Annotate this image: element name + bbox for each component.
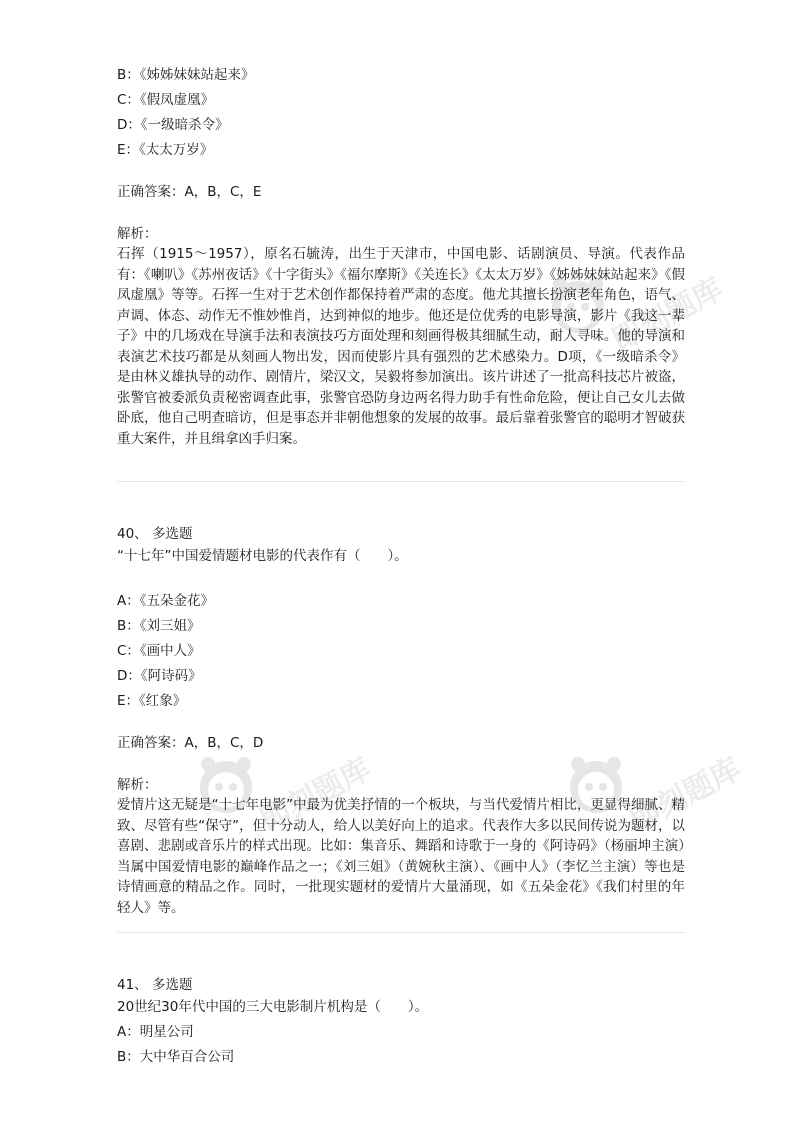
- option-text: 《五朵金花》: [139, 593, 214, 609]
- option-letter: D：: [117, 668, 141, 684]
- option-letter: C：: [117, 92, 140, 108]
- option-letter: A：: [117, 1024, 140, 1040]
- q39-answer: [117, 180, 261, 200]
- option-text: 《红象》: [139, 693, 187, 709]
- q39-analysis-label: 解析：: [117, 226, 158, 242]
- q39-option-e: [117, 138, 213, 158]
- q40-header: 40、 多选题: [117, 526, 193, 542]
- option-text: 《假凤虚凰》: [139, 92, 215, 108]
- q40-option-e: [117, 689, 186, 709]
- q41-option-b: [117, 1045, 234, 1065]
- q40-option-c: [117, 639, 201, 659]
- q41-question: 20世纪30年代中国的三大电影制片机构是（ ）。: [117, 999, 429, 1015]
- q41-option-a: [117, 1020, 194, 1040]
- option-text: 《阿诗码》: [140, 668, 202, 684]
- option-letter: B：: [117, 1049, 140, 1065]
- q40-analysis-text: 爱情片这无疑是“十七年电影”中最为优美抒情的一个板块，与当代爱情片相比，更显得细腻、精致、尽管有些“保守”，但十分动人，给人以美好向上的追求。代表作大多以民间传说为题材，以喜剧、悲剧或音乐片的样式出现。比如：集音乐、舞蹈和诗歌于一身的《阿诗码》（杨丽坤主演）当属中国爱情电影的巅峰作品之一；《刘三姐》（黄婉秋主演）、《画中人》（李忆兰主演）等也是诗情画意的精品之作。同时，一批现实题材的爱情片大量涌现，如《五朵金花》《我们村里的年轻人》等。: [117, 797, 685, 916]
- q39-option-d: [117, 113, 229, 133]
- answer-value: A，B，C，E: [184, 184, 262, 200]
- q39-option-b: [117, 63, 255, 83]
- q40-answer: [117, 731, 263, 751]
- divider: [117, 932, 685, 933]
- q39-option-c: [117, 88, 214, 108]
- option-letter: A：: [117, 593, 140, 609]
- answer-value: A，B，C，D: [184, 735, 264, 751]
- option-letter: D：: [117, 117, 141, 133]
- answer-label: 正确答案：: [117, 184, 185, 200]
- q39-analysis-text: 石挥（1915～1957），原名石毓涛，出生于天津市，中国电影、话剧演员、导演。代表作品有：《喇叭》《苏州夜话》《十字街头》《福尔摩斯》《关连长》《太太万岁》《姊姊妹妹站起来》《假凤虚凰》等等。石挥一生对于艺术创作都保持着严肃的态度。他尤其擅长扮演老年角色，语气、声调、体态、动作无不惟妙惟肖，达到神似的地步。他还是位优秀的电影导演，影片《我这一辈子》中的几场戏在导演手法和表演技巧方面处理和刻画得极其细腻生动，耐人寻味。他的导演和表演艺术技巧都是从刻画人物出发，因而使影片具有强烈的艺术感染力。D项，《一级暗杀令》是由林义雄执导的动作、剧情片，梁汉文，吴毅将参加演出。该片讲述了一批高科技芯片被盗，张警官被委派负责秘密调查此事，张警官恐防身边两名得力助手有性命危险，便让自己女儿去做卧底，他自己明查暗访，但是事态并非朝他想象的发展的故事。最后靠着张警官的聪明才智破获重大案件，并且缉拿凶手归案。: [117, 246, 685, 447]
- q40-analysis-label: 解析：: [117, 777, 158, 793]
- option-text: 《太太万岁》: [139, 142, 214, 158]
- option-letter: B：: [117, 67, 140, 83]
- q41-header: 41、 多选题: [117, 977, 193, 993]
- q40-option-a: [117, 589, 214, 609]
- watermark-text: 即刻题库: [254, 751, 377, 839]
- option-text: 《刘三姐》: [139, 618, 201, 634]
- divider: [117, 481, 685, 482]
- answer-label: 正确答案：: [117, 735, 185, 751]
- option-text: 大中华百合公司: [139, 1049, 235, 1065]
- q40-option-d: [117, 664, 202, 684]
- option-text: 《画中人》: [139, 643, 201, 659]
- option-letter: E：: [117, 142, 140, 158]
- q40-option-b: [117, 614, 201, 634]
- option-letter: E：: [117, 693, 140, 709]
- q40-question: “十七年”中国爱情题材电影的代表作有（ ）。: [117, 548, 408, 564]
- option-letter: B：: [117, 618, 140, 634]
- option-text: 《一级暗杀令》: [140, 117, 229, 133]
- watermark-text: 即刻题库: [624, 751, 747, 839]
- watermark-text: 即刻题库: [606, 271, 729, 359]
- option-text: 《姊姊妹妹站起来》: [139, 67, 255, 83]
- option-text: 明星公司: [139, 1024, 194, 1040]
- option-letter: C：: [117, 643, 140, 659]
